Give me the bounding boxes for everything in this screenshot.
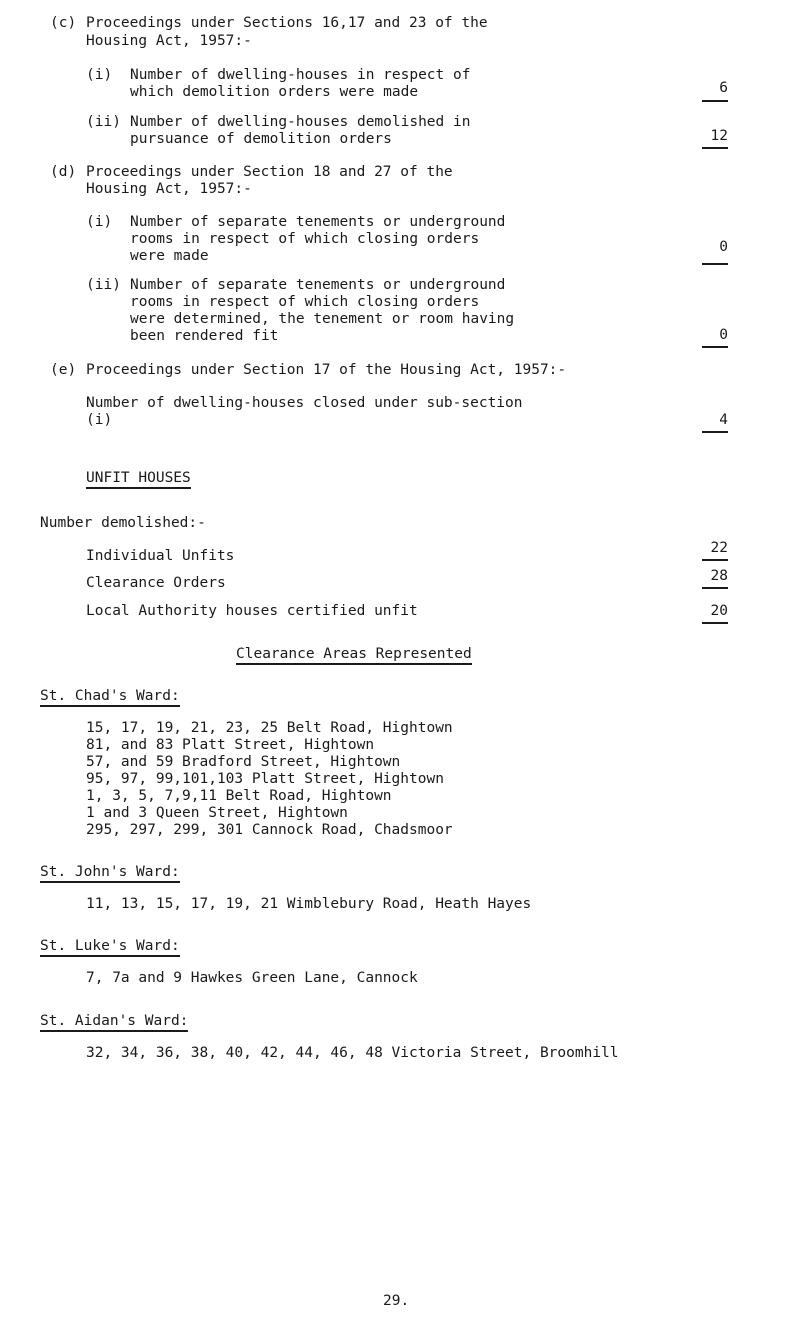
d-item-2-text-2: rooms in respect of which closing orders <box>130 294 480 310</box>
d-item-1-text: Number of separate tenements or underground <box>130 214 506 230</box>
address-line: 32, 34, 36, 38, 40, 42, 44, 46, 48 Victoria Street, Broomhill <box>86 1045 619 1061</box>
ward-name: St. John's Ward: <box>40 864 180 883</box>
section-d-label: (d) <box>50 164 77 180</box>
unfit-row-value: 28 <box>710 568 728 584</box>
ward-name: St. Luke's Ward: <box>40 938 180 957</box>
address-line: 295, 297, 299, 301 Cannock Road, Chadsmoor <box>86 822 453 838</box>
ward-name: St. Chad's Ward: <box>40 688 180 707</box>
section-c-label: (c) <box>50 15 77 31</box>
d-item-1-value: 0 <box>719 239 728 255</box>
address-line: 1 and 3 Queen Street, Hightown <box>86 805 348 821</box>
unfit-row-value: 22 <box>710 540 728 556</box>
c-item-2-label: (ii) <box>86 114 121 130</box>
d-item-1-text-3: were made <box>130 248 209 264</box>
address-line: 57, and 59 Bradford Street, Hightown <box>86 754 401 770</box>
value-rule <box>702 346 728 348</box>
unfit-row-label: Local Authority houses certified unfit <box>86 603 418 619</box>
d-item-1-text-2: rooms in respect of which closing orders <box>130 231 480 247</box>
value-rule <box>702 263 728 265</box>
value-rule <box>702 587 728 589</box>
value-rule <box>702 559 728 561</box>
address-line: 11, 13, 15, 17, 19, 21 Wimblebury Road, Heath Hayes <box>86 896 532 912</box>
c-item-1-value: 6 <box>719 80 728 96</box>
value-rule <box>702 431 728 433</box>
unfit-row-label: Clearance Orders <box>86 575 226 591</box>
ward-name: St. Aidan's Ward: <box>40 1013 188 1032</box>
address-line: 7, 7a and 9 Hawkes Green Lane, Cannock <box>86 970 418 986</box>
d-item-2-value: 0 <box>719 327 728 343</box>
address-line: 81, and 83 Platt Street, Hightown <box>86 737 375 753</box>
d-item-2-text-4: been rendered fit <box>130 328 279 344</box>
value-rule <box>702 147 728 149</box>
value-rule <box>702 622 728 624</box>
page-number: 29. <box>383 1293 410 1309</box>
unfit-row-value: 20 <box>710 603 728 619</box>
address-line: 15, 17, 19, 21, 23, 25 Belt Road, Hightown <box>86 720 453 736</box>
address-line: 95, 97, 99,101,103 Platt Street, Hightown <box>86 771 444 787</box>
d-item-2-text: Number of separate tenements or underground <box>130 277 506 293</box>
clearance-areas-title: Clearance Areas Represented <box>236 646 472 665</box>
value-rule <box>702 100 728 102</box>
d-item-2-text-3: were determined, the tenement or room having <box>130 311 515 327</box>
d-item-1-label: (i) <box>86 214 113 230</box>
c-item-1-text: Number of dwelling-houses in respect of <box>130 67 471 83</box>
section-d-heading-2: Housing Act, 1957:- <box>86 181 252 197</box>
section-d-heading: Proceedings under Section 18 and 27 of the <box>86 164 453 180</box>
c-item-1-text-2: which demolition orders were made <box>130 84 419 100</box>
unfit-row-label: Individual Unfits <box>86 548 235 564</box>
section-e-text-2: (i) <box>86 412 113 428</box>
section-e-label: (e) <box>50 362 77 378</box>
address-line: 1, 3, 5, 7,9,11 Belt Road, Hightown <box>86 788 392 804</box>
c-item-2-text: Number of dwelling-houses demolished in <box>130 114 471 130</box>
c-item-2-value: 12 <box>710 128 728 144</box>
section-e-text: Number of dwelling-houses closed under sub-section <box>86 395 523 411</box>
d-item-2-label: (ii) <box>86 277 121 293</box>
section-e-value: 4 <box>719 412 728 428</box>
unfit-houses-title: UNFIT HOUSES <box>86 470 191 489</box>
number-demolished-label: Number demolished:- <box>40 515 206 531</box>
section-c-heading-2: Housing Act, 1957:- <box>86 33 252 49</box>
section-c-heading: Proceedings under Sections 16,17 and 23 of the <box>86 15 488 31</box>
c-item-2-text-2: pursuance of demolition orders <box>130 131 392 147</box>
c-item-1-label: (i) <box>86 67 113 83</box>
section-e-heading: Proceedings under Section 17 of the Housing Act, 1957:- <box>86 362 567 378</box>
